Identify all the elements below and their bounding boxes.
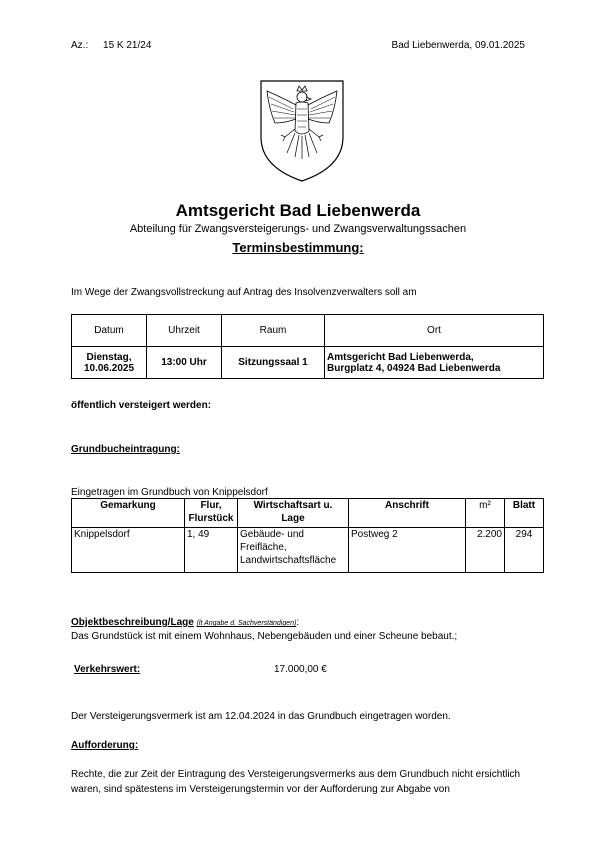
object-description-text: Das Grundstück ist mit einem Wohnhaus, Nebengebäuden und einer Scheune bebaut.; xyxy=(71,631,458,642)
header-wirtschaft-line-2: Lage xyxy=(281,513,305,524)
header-raum: Raum xyxy=(222,315,325,347)
header-m2: m² xyxy=(466,499,505,528)
land-register-table xyxy=(71,498,544,573)
table-header-row xyxy=(72,499,544,528)
auction-note-text: Der Versteigerungsvermerk ist am 12.04.2024 in das Grundbuch eingetragen worden. xyxy=(71,711,451,722)
date-line-1: Dienstag, xyxy=(86,351,132,363)
market-value-label: Verkehrswert: xyxy=(74,664,141,675)
market-value: 17.000,00 € xyxy=(274,664,327,675)
cell-blatt: 294 xyxy=(505,528,544,573)
case-number-label: Az.: xyxy=(71,40,89,51)
cell-place xyxy=(325,347,544,379)
place-line-1: Amtsgericht Bad Liebenwerda, xyxy=(327,351,474,363)
place-date: Bad Liebenwerda, 09.01.2025 xyxy=(391,40,525,51)
cell-date xyxy=(72,347,147,379)
coat-of-arms-eagle-icon xyxy=(259,79,345,183)
place-line-2: Burgplatz 4, 04924 Bad Liebenwerda xyxy=(327,362,501,374)
cell-flur: 1, 49 xyxy=(185,528,238,573)
object-description-heading xyxy=(71,617,299,628)
document-heading: Terminsbestimmung: xyxy=(232,240,364,255)
request-heading: Aufforderung: xyxy=(71,740,139,751)
header-anschrift: Anschrift xyxy=(349,499,466,528)
date-line-2: 10.06.2025 xyxy=(83,362,135,374)
header-ort: Ort xyxy=(325,315,544,347)
cell-anschrift: Postweg 2 xyxy=(349,528,466,573)
auction-statement: öffentlich versteigert werden: xyxy=(71,400,212,411)
cell-gemarkung: Knippelsdorf xyxy=(72,528,185,573)
header-blatt: Blatt xyxy=(505,499,544,528)
object-heading-colon: : xyxy=(296,617,300,628)
cell-wirtschaftsart xyxy=(238,528,349,573)
header-wirtschaft-line-1: Wirtschaftsart u. xyxy=(253,500,333,511)
object-heading-label: Objektbeschreibung/Lage xyxy=(71,617,194,628)
cell-room: Sitzungssaal 1 xyxy=(222,347,325,379)
request-text: Rechte, die zur Zeit der Eintragung des Versteigerungsvermerks aus dem Grundbuch nicht ersichtlich waren, sind spätestens im Versteigerungstermin vor der Aufforderung zur Abgabe von xyxy=(71,769,521,795)
header-flur-line-2: Flurstück xyxy=(188,513,234,524)
header-flur xyxy=(185,499,238,528)
header-wirtschaftsart xyxy=(238,499,349,528)
case-number xyxy=(71,40,151,51)
court-name: Amtsgericht Bad Liebenwerda xyxy=(175,201,421,220)
appointment-table xyxy=(71,314,544,379)
header-gemarkung: Gemarkung xyxy=(72,499,185,528)
header-flur-line-1: Flur, xyxy=(200,500,222,511)
object-heading-note: (lt Angabe d. Sachverständigen) xyxy=(196,620,297,627)
header-uhrzeit: Uhrzeit xyxy=(147,315,222,347)
wirtschaft-line-3: Landwirtschaftsfläche xyxy=(240,555,337,566)
header-datum: Datum xyxy=(72,315,147,347)
wirtschaft-line-2: Freifläche, xyxy=(240,542,287,553)
table-row xyxy=(72,528,544,573)
wirtschaft-line-1: Gebäude- und xyxy=(240,529,304,540)
land-register-note: Eingetragen im Grundbuch von Knippelsdorf xyxy=(71,487,268,498)
land-register-heading: Grundbucheintragung: xyxy=(71,444,180,455)
case-number-value: 15 K 21/24 xyxy=(103,40,152,51)
table-header-row xyxy=(72,315,544,347)
table-row xyxy=(72,347,544,379)
cell-m2: 2.200 xyxy=(466,528,505,573)
cell-time: 13:00 Uhr xyxy=(147,347,222,379)
intro-text: Im Wege der Zwangsvollstreckung auf Antrag des Insolvenzverwalters soll am xyxy=(71,287,417,298)
court-department: Abteilung für Zwangsversteigerungs- und Zwangsverwaltungssachen xyxy=(129,223,467,235)
